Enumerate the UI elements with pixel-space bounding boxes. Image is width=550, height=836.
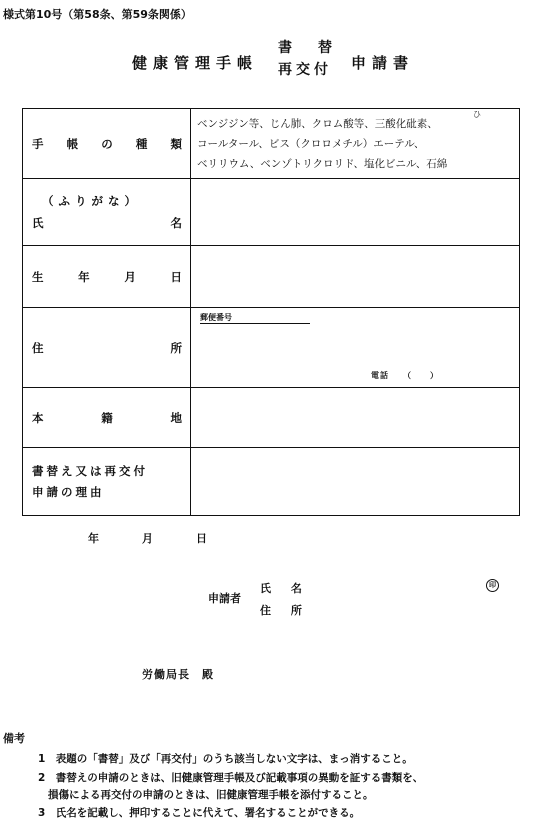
row-birthdate xyxy=(23,246,520,308)
substance-line: コールタール、ビス（クロロメチル）エーテル、 xyxy=(197,137,425,150)
remark-item-2: 2 書替えの申請のときは、旧健康管理手帳及び記載事項の異動を証する書類を、 xyxy=(38,772,424,784)
title-option-kakikae-1: 書 xyxy=(278,40,292,56)
label-reason-line-2: 申請の理由 xyxy=(32,484,105,499)
label-furigana: （ふりがな） xyxy=(42,194,141,208)
remark-item-2-cont: 損傷による再交付の申請のときは、旧健康管理手帳を添付すること。 xyxy=(48,789,374,801)
phone-label: 電話 （ ） xyxy=(371,371,439,380)
value-name[interactable] xyxy=(191,179,520,246)
value-notebook-type[interactable] xyxy=(191,109,520,179)
applicant-name-label: 氏 名 xyxy=(260,582,310,595)
substance-line: ベンジジン等、じん肺、クロム酸等、三酸化砒素、 xyxy=(197,117,438,130)
label-notebook-type xyxy=(23,109,191,179)
label-char: 帳 xyxy=(66,136,79,151)
label-name xyxy=(23,179,191,246)
date-month-label: 月 xyxy=(142,532,153,545)
label-reason xyxy=(23,448,191,516)
form-title-options xyxy=(278,37,338,81)
label-char: 種 xyxy=(135,136,148,151)
row-address xyxy=(23,308,520,388)
value-address[interactable] xyxy=(191,308,520,388)
value-reason[interactable] xyxy=(191,448,520,516)
applicant-address-label: 住 所 xyxy=(260,604,310,617)
label-char: 生 xyxy=(32,269,44,284)
title-option-kakikae-2: 替 xyxy=(318,40,332,56)
label-char: 本 xyxy=(32,410,44,425)
label-char: 氏 xyxy=(32,216,44,230)
ruby-hi: ひ xyxy=(473,109,481,119)
label-char: 手 xyxy=(32,136,44,151)
form-title-suffix: 申請書 xyxy=(351,54,415,72)
value-domicile[interactable] xyxy=(191,388,520,448)
label-birthdate xyxy=(23,246,191,308)
form-title-prefix: 健康管理手帳 xyxy=(132,54,259,72)
label-reason-line-1: 書替え又は再交付 xyxy=(32,463,148,478)
label-address xyxy=(23,308,191,388)
application-form-table xyxy=(22,108,520,516)
substance-line: ベリリウム、ベンゾトリクロリド、塩化ビニル、石綿 xyxy=(197,157,448,170)
remark-item-3: 3 氏名を記載し、押印することに代えて、署名することができる。 xyxy=(38,807,361,819)
title-option-reissue: 再交付 xyxy=(278,62,332,78)
label-char: 地 xyxy=(170,410,182,425)
label-char: 類 xyxy=(170,136,182,151)
row-notebook-type xyxy=(23,109,520,179)
row-reason xyxy=(23,448,520,516)
row-domicile xyxy=(23,388,520,448)
label-char: 年 xyxy=(78,269,90,284)
applicant-label: 申請者 xyxy=(208,592,241,605)
label-char: 籍 xyxy=(101,410,113,425)
label-char: 日 xyxy=(170,269,182,284)
postal-code-label: 郵便番号 xyxy=(200,312,310,324)
remark-item-1: 1 表題の「書替」及び「再交付」のうち該当しない文字は、まっ消すること。 xyxy=(38,753,413,765)
form-number: 様式第10号（第58条、第59条関係） xyxy=(3,8,192,21)
label-domicile xyxy=(23,388,191,448)
date-day-label: 日 xyxy=(196,532,207,545)
label-char: 名 xyxy=(170,216,182,230)
label-char: 住 xyxy=(32,340,44,355)
value-birthdate[interactable] xyxy=(191,246,520,308)
addressee: 労働局長 殿 xyxy=(142,668,214,681)
label-char: の xyxy=(101,136,113,151)
label-char: 月 xyxy=(124,269,136,284)
seal-mark-icon: 印 xyxy=(486,579,499,592)
remarks-heading: 備考 xyxy=(3,732,25,745)
label-char: 所 xyxy=(170,340,182,355)
date-year-label: 年 xyxy=(88,532,99,545)
row-name xyxy=(23,179,520,246)
